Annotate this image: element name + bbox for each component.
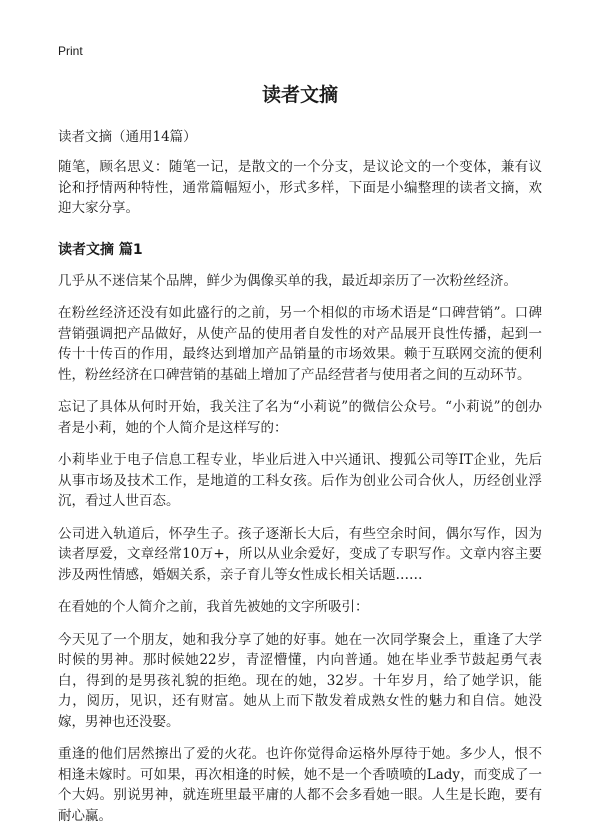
- body-paragraph: 今天见了一个朋友，她和我分享了她的好事。她在一次同学聚会上，重逢了大学时候的男神。那时候她22岁，青涩懵懂，内向普通。她在毕业季节鼓起勇气表白，得到的是男孩礼貌的拒绝。现在的她，32岁。十年岁月，给了她学识，能力，阅历，见识，还有财富。她从上而下散发着成熟女性的魅力和自信。她没嫁，男神也还没娶。: [58, 631, 542, 730]
- page-title: 读者文摘: [261, 84, 338, 106]
- body-paragraph: 公司进入轨道后，怀孕生子。孩子逐渐长大后，有些空余时间，偶尔写作，因为读者厚爱，文章经常10万+，所以从业余爱好，变成了专职写作。文章内容主要涉及两性情感，婚姻关系，亲子育儿等女性成长相关话题……: [58, 525, 542, 583]
- body-paragraph: 几乎从不迷信某个品牌，鲜少为偶像买单的我，最近却亲历了一次粉丝经济。: [58, 272, 517, 289]
- body-paragraph: 忘记了具体从何时开始，我关注了名为“小莉说”的微信公众号。“小莉说”的创办者是小莉，她的个人简介是这样写的：: [58, 399, 542, 436]
- body-paragraph: 重逢的他们居然擦出了爱的火花。也许你觉得命运格外厚待于她。多少人，恨不相逢未嫁时。可如果，再次相逢的时候，她不是一个香喷喷的Lady，而变成了一个大妈。别说男神，就连班里最平庸的人都不会多看她一眼。人生是长跑，要有耐心赢。: [58, 746, 542, 824]
- intro-paragraph: 随笔，顾名思义：随笔一记，是散文的一个分支，是议论文的一个变体，兼有议论和抒情两种特性，通常篇幅短小，形式多样，下面是小编整理的读者文摘，欢迎大家分享。: [58, 159, 542, 217]
- body-paragraph: 小莉毕业于电子信息工程专业，毕业后进入中兴通讯、搜狐公司等IT企业，先后从事市场及技术工作，是地道的工科女孩。后作为创业公司合伙人，历经创业浮沉，看过人世百态。: [58, 452, 542, 510]
- body-paragraph: 在看她的个人简介之前，我首先被她的文字所吸引：: [58, 599, 369, 616]
- section-heading: 读者文摘 篇1: [58, 241, 143, 258]
- article-subtitle: 读者文摘（通用14篇）: [58, 129, 197, 145]
- body-paragraph: 在粉丝经济还没有如此盛行的之前，另一个相似的市场术语是“口碑营销”。口碑营销强调把产品做好，从使产品的使用者自发性的对产品展开良性传播，起到一传十十传百的作用，最终达到增加产品销量的市场效果。赖于互联网交流的便利性，粉丝经济在口碑营销的基础上增加了产品经营者与使用者之间的互动环节。: [58, 305, 542, 383]
- print-label: Print: [58, 44, 83, 58]
